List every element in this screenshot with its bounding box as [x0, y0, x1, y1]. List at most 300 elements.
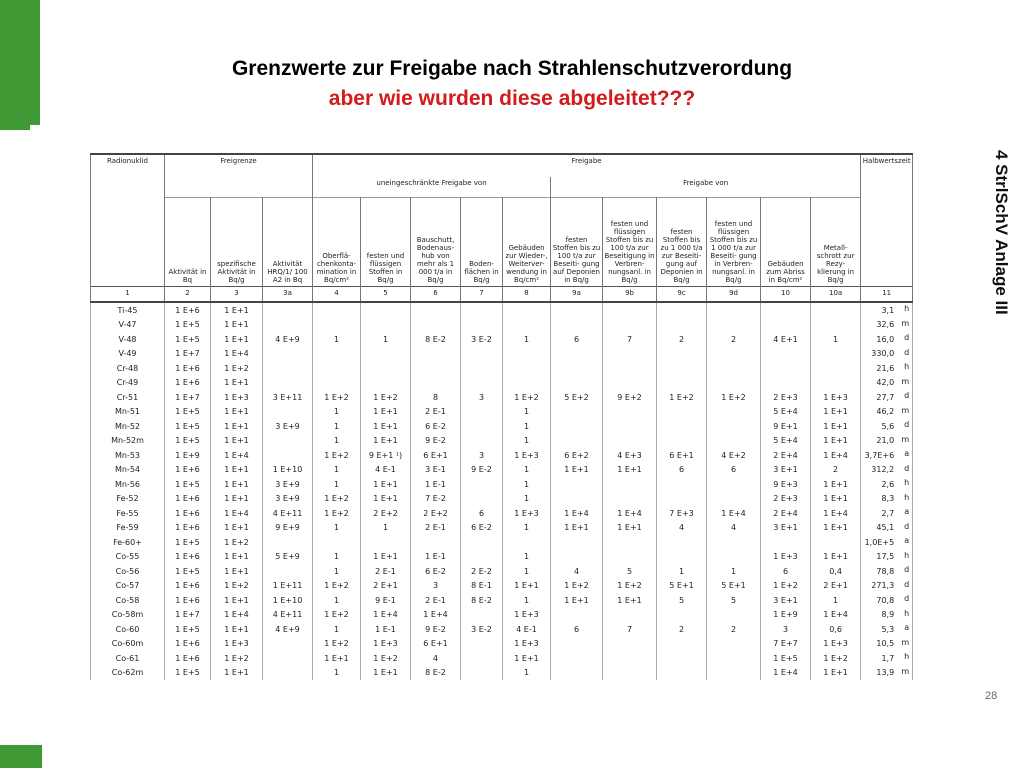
table-cell: 1 E+1: [551, 593, 603, 608]
table-cell: [461, 550, 503, 565]
column-header: Gebäuden zur Wieder-, Weiterver- wendung in Bq/cm²: [503, 198, 551, 287]
table-row: [91, 506, 913, 521]
table-cell: [811, 302, 861, 318]
table-cell: 1: [503, 434, 551, 449]
halflife-cell: [861, 506, 913, 521]
table-cell: 1: [503, 666, 551, 681]
table-row: [91, 302, 913, 318]
nuclide-cell: Cr-49: [91, 376, 165, 391]
table-cell: 1 E+1: [811, 666, 861, 681]
table-cell: 1 E+6: [165, 302, 211, 318]
table-cell: [361, 347, 411, 362]
table-cell: 3 E+1: [761, 463, 811, 478]
column-header: festen Stoffen bis zu 100 t/a zur Beseiti- gung auf Deponien in Bq/g: [551, 198, 603, 287]
table-cell: [707, 405, 761, 420]
table-cell: 1 E+1: [603, 521, 657, 536]
table-cell: 1: [503, 564, 551, 579]
nuclide-cell: Cr-51: [91, 390, 165, 405]
table-cell: 4 E+11: [263, 608, 313, 623]
table-cell: [461, 419, 503, 434]
halflife-cell: [861, 622, 913, 637]
halflife-unit: d: [904, 391, 910, 400]
halflife-unit: a: [904, 507, 910, 516]
table-cell: [707, 347, 761, 362]
table-cell: 6: [551, 332, 603, 347]
table-cell: 1: [313, 434, 361, 449]
table-cell: [761, 376, 811, 391]
table-row: [91, 564, 913, 579]
table-cell: 1 E+6: [165, 376, 211, 391]
table-cell: [761, 302, 811, 318]
table-row: [91, 535, 913, 550]
halflife-cell: [861, 550, 913, 565]
table-cell: 1: [313, 564, 361, 579]
table-cell: 1: [811, 332, 861, 347]
header-freigrenze: Freigrenze: [165, 154, 313, 198]
table-cell: 1 E+2: [313, 637, 361, 652]
table-cell: 1 E+3: [811, 637, 861, 652]
table-cell: 7 E+7: [761, 637, 811, 652]
table-cell: 2: [811, 463, 861, 478]
table-cell: [411, 361, 461, 376]
table-cell: 4 E+3: [603, 448, 657, 463]
halflife-value: 21,6: [876, 363, 895, 373]
table-cell: 1: [503, 550, 551, 565]
table-cell: [551, 434, 603, 449]
table-cell: 1 E+5: [165, 477, 211, 492]
table-cell: 1 E+1: [811, 419, 861, 434]
table-cell: 0,6: [811, 622, 861, 637]
table-cell: [461, 608, 503, 623]
clearance-limits-table: [90, 153, 913, 680]
table-cell: [657, 302, 707, 318]
column-header: Oberflä- chenkonta- mination in Bq/cm²: [313, 198, 361, 287]
table-cell: 2: [657, 622, 707, 637]
table-cell: 1 E+6: [165, 651, 211, 666]
halflife-value: 45,1: [876, 523, 895, 533]
table-cell: 1: [313, 521, 361, 536]
table-cell: 6: [761, 564, 811, 579]
table-cell: 1 E+1: [211, 419, 263, 434]
table-cell: [551, 637, 603, 652]
table-cell: [811, 347, 861, 362]
column-number: 8: [503, 287, 551, 303]
table-cell: 1 E+5: [165, 405, 211, 420]
nuclide-cell: Mn-56: [91, 477, 165, 492]
table-cell: 1 E+6: [165, 506, 211, 521]
table-cell: 5: [603, 564, 657, 579]
table-row: [91, 376, 913, 391]
table-cell: 1: [657, 564, 707, 579]
table-cell: 1: [313, 332, 361, 347]
table-cell: [263, 564, 313, 579]
column-header: Bauschutt, Bodenaus- hub von mehr als 1 000 t/a in Bq/g: [411, 198, 461, 287]
table-cell: [657, 318, 707, 333]
table-cell: [657, 477, 707, 492]
halflife-value: 32,6: [876, 320, 895, 330]
table-cell: 4: [551, 564, 603, 579]
table-cell: [603, 405, 657, 420]
table-cell: 1: [503, 477, 551, 492]
table-cell: 1: [503, 463, 551, 478]
nuclide-cell: Mn-53: [91, 448, 165, 463]
table-cell: 2 E-2: [461, 564, 503, 579]
halflife-cell: [861, 463, 913, 478]
table-cell: [811, 318, 861, 333]
table-cell: 9 E-2: [411, 622, 461, 637]
halflife-cell: [861, 579, 913, 594]
table-cell: 1 E+1: [211, 521, 263, 536]
table-cell: 1: [503, 419, 551, 434]
table-cell: 1: [313, 550, 361, 565]
table-cell: 3 E+1: [761, 593, 811, 608]
table-cell: 1 E+6: [165, 492, 211, 507]
table-cell: [503, 361, 551, 376]
halflife-value: 46,2: [876, 407, 895, 417]
table-cell: [551, 361, 603, 376]
table-cell: 1 E+6: [165, 463, 211, 478]
halflife-cell: [861, 593, 913, 608]
table-cell: [503, 376, 551, 391]
table-cell: 6: [551, 622, 603, 637]
nuclide-cell: V-49: [91, 347, 165, 362]
column-header: Aktivität in Bq: [165, 198, 211, 287]
table-cell: [263, 666, 313, 681]
table-row: [91, 318, 913, 333]
table-cell: 1: [313, 666, 361, 681]
column-header: Gebäuden zum Abriss in Bq/cm²: [761, 198, 811, 287]
nuclide-cell: Co-58m: [91, 608, 165, 623]
table-cell: 1 E+1: [551, 463, 603, 478]
table-cell: [461, 405, 503, 420]
table-cell: 1 E+2: [603, 579, 657, 594]
table-cell: [361, 361, 411, 376]
table-cell: [313, 302, 361, 318]
nuclide-cell: V-47: [91, 318, 165, 333]
table-cell: [761, 347, 811, 362]
table-cell: 1 E+5: [165, 666, 211, 681]
table-cell: 1 E+1: [503, 579, 551, 594]
table-cell: [603, 535, 657, 550]
table-row: [91, 550, 913, 565]
nuclide-cell: Co-55: [91, 550, 165, 565]
table-cell: 1 E+4: [411, 608, 461, 623]
table-cell: [707, 608, 761, 623]
table-cell: [551, 405, 603, 420]
table-cell: [603, 318, 657, 333]
table-cell: [707, 535, 761, 550]
table-cell: 1 E+3: [503, 637, 551, 652]
table-cell: [657, 361, 707, 376]
table-cell: [657, 608, 707, 623]
header-uneingeschraenkt: uneingeschränkte Freigabe von: [313, 177, 551, 198]
table-cell: [461, 492, 503, 507]
table-cell: 1 E+3: [211, 637, 263, 652]
table-cell: 2: [707, 332, 761, 347]
table-cell: [361, 376, 411, 391]
table-cell: [657, 492, 707, 507]
table-cell: 4: [707, 521, 761, 536]
table-cell: 1 E-1: [411, 477, 461, 492]
table-row: [91, 405, 913, 420]
table-body: [91, 302, 913, 680]
table-cell: 4 E-1: [503, 622, 551, 637]
table-cell: 1 E+4: [811, 448, 861, 463]
table-cell: 5 E+9: [263, 550, 313, 565]
column-number: 4: [313, 287, 361, 303]
halflife-cell: [861, 361, 913, 376]
nuclide-cell: Mn-51: [91, 405, 165, 420]
nuclide-cell: Fe-59: [91, 521, 165, 536]
column-number: 2: [165, 287, 211, 303]
table-cell: 1 E+7: [165, 347, 211, 362]
column-header: Metall- schrott zur Rezy- klierung in Bq/g: [811, 198, 861, 287]
table-cell: [761, 318, 811, 333]
table-cell: [411, 535, 461, 550]
table-row: [91, 637, 913, 652]
table-cell: 7: [603, 332, 657, 347]
table-cell: 1 E+1: [211, 622, 263, 637]
table-cell: [263, 347, 313, 362]
table-cell: 1 E+10: [263, 593, 313, 608]
table-cell: 7 E+3: [657, 506, 707, 521]
table-cell: 1: [503, 521, 551, 536]
table-cell: 1 E+2: [313, 448, 361, 463]
table-cell: [707, 477, 761, 492]
table-cell: [461, 651, 503, 666]
column-header: festen und flüssigen Stoffen bis zu 1 000 t/a zur Beseiti- gung in Verbren- nungsanl. in Bq/g: [707, 198, 761, 287]
halflife-cell: [861, 448, 913, 463]
table-cell: [707, 419, 761, 434]
nuclide-cell: Fe-60+: [91, 535, 165, 550]
column-number: 7: [461, 287, 503, 303]
table-cell: 1 E+1: [211, 405, 263, 420]
halflife-value: 3,1: [881, 305, 895, 315]
table-cell: 1 E+4: [211, 506, 263, 521]
halflife-unit: d: [904, 333, 910, 342]
table-cell: 2 E+3: [761, 492, 811, 507]
table-cell: 1 E+1: [361, 550, 411, 565]
table-cell: [707, 637, 761, 652]
table-cell: [657, 666, 707, 681]
table-cell: 6 E-2: [411, 564, 461, 579]
halflife-unit: h: [904, 492, 910, 502]
table-cell: 1 E+4: [811, 608, 861, 623]
column-header: Aktivität HRQ/1/ 100 A2 in Bq: [263, 198, 313, 287]
table-cell: 2 E-1: [361, 564, 411, 579]
table-cell: [263, 448, 313, 463]
table-cell: 1 E+11: [263, 579, 313, 594]
table-cell: 1 E+2: [361, 390, 411, 405]
table-cell: 1 E+5: [165, 535, 211, 550]
table-cell: [263, 637, 313, 652]
table-cell: [461, 637, 503, 652]
table-cell: 1 E+1: [811, 477, 861, 492]
table-cell: 1: [313, 622, 361, 637]
table-cell: 8 E-2: [411, 666, 461, 681]
table-cell: [603, 637, 657, 652]
table-cell: 4: [657, 521, 707, 536]
column-number: 9a: [551, 287, 603, 303]
table-cell: [707, 376, 761, 391]
table-cell: 1 E+3: [761, 550, 811, 565]
table-cell: [263, 318, 313, 333]
table-cell: 1 E+1: [811, 550, 861, 565]
table-cell: [503, 318, 551, 333]
table-cell: 1 E+6: [165, 593, 211, 608]
column-number: 9d: [707, 287, 761, 303]
table-cell: [603, 434, 657, 449]
table-cell: 1 E+1: [211, 376, 263, 391]
table-row: [91, 448, 913, 463]
halflife-cell: [861, 564, 913, 579]
table-cell: [313, 376, 361, 391]
halflife-unit: h: [904, 478, 910, 487]
table-cell: 1 E+5: [165, 419, 211, 434]
halflife-unit: d: [904, 463, 910, 473]
table-cell: [551, 318, 603, 333]
table-row: [91, 666, 913, 681]
table-cell: 8 E-2: [411, 332, 461, 347]
table-cell: 6: [461, 506, 503, 521]
table-cell: 1 E+1: [211, 477, 263, 492]
table-cell: 6 E-2: [411, 419, 461, 434]
halflife-unit: a: [904, 536, 910, 545]
table-cell: 1 E+2: [313, 506, 361, 521]
table-cell: [411, 347, 461, 362]
table-cell: 1 E+2: [707, 390, 761, 405]
table-cell: 1: [313, 463, 361, 478]
table-cell: 5: [657, 593, 707, 608]
table-cell: 9 E+1 ¹): [361, 448, 411, 463]
table-cell: 1: [503, 405, 551, 420]
table-cell: [461, 376, 503, 391]
table-cell: 1 E+4: [211, 347, 263, 362]
halflife-unit: m: [901, 405, 910, 415]
table-cell: 6 E+1: [411, 637, 461, 652]
table-cell: 8 E-2: [461, 593, 503, 608]
table-cell: 7: [603, 622, 657, 637]
table-cell: 1 E+1: [361, 434, 411, 449]
table-cell: 1: [503, 593, 551, 608]
table-cell: 1 E+1: [361, 477, 411, 492]
table-cell: 1 E+7: [165, 608, 211, 623]
table-cell: [551, 651, 603, 666]
nuclide-cell: Ti-45: [91, 302, 165, 318]
table-cell: 1 E+1: [211, 550, 263, 565]
column-number: 6: [411, 287, 461, 303]
column-number: 10a: [811, 287, 861, 303]
halflife-value: 27,7: [876, 392, 895, 402]
table-cell: 6 E+2: [551, 448, 603, 463]
table-cell: 1: [361, 521, 411, 536]
table-cell: 1 E+3: [361, 637, 411, 652]
table-cell: [461, 361, 503, 376]
halflife-value: 78,8: [876, 566, 895, 576]
halflife-value: 2,7: [881, 508, 895, 518]
column-header: Boden- flächen in Bq/g: [461, 198, 503, 287]
halflife-cell: [861, 347, 913, 362]
table-cell: [461, 347, 503, 362]
header-freigabe-von: Freigabe von: [551, 177, 861, 198]
table-cell: 9 E-1: [361, 593, 411, 608]
table-cell: [263, 376, 313, 391]
table-cell: 5 E+4: [761, 405, 811, 420]
table-cell: [263, 302, 313, 318]
halflife-unit: d: [904, 521, 910, 531]
table-cell: 5 E+1: [707, 579, 761, 594]
column-number: 1: [91, 287, 165, 303]
table-cell: 1 E+9: [165, 448, 211, 463]
halflife-unit: d: [904, 420, 910, 429]
halflife-unit: h: [904, 608, 910, 618]
halflife-unit: h: [904, 362, 910, 371]
halflife-cell: [861, 477, 913, 492]
table-cell: 1 E+5: [165, 318, 211, 333]
halflife-value: 3,7E+6: [864, 450, 895, 460]
column-number: 3a: [263, 287, 313, 303]
table-cell: 1 E-1: [411, 550, 461, 565]
halflife-cell: [861, 419, 913, 434]
table-cell: 3 E+9: [263, 419, 313, 434]
table-cell: [811, 376, 861, 391]
table-row: [91, 622, 913, 637]
table-cell: [551, 376, 603, 391]
table-cell: 3 E-2: [461, 622, 503, 637]
halflife-unit: d: [904, 594, 910, 603]
halflife-value: 1,7: [881, 653, 895, 663]
halflife-cell: [861, 637, 913, 652]
halflife-cell: [861, 302, 913, 318]
table-cell: 1 E+1: [211, 593, 263, 608]
table-cell: 1 E+2: [211, 579, 263, 594]
table-cell: 4 E+9: [263, 622, 313, 637]
table-cell: 1 E+6: [165, 521, 211, 536]
table-cell: [603, 666, 657, 681]
halflife-unit: m: [901, 666, 910, 676]
side-label-text: 4 StrlSchV Anlage III: [992, 150, 1011, 315]
table-cell: [411, 318, 461, 333]
table-cell: [707, 361, 761, 376]
table-cell: [461, 302, 503, 318]
nuclide-cell: Fe-52: [91, 492, 165, 507]
table-cell: [551, 492, 603, 507]
column-header: festen und flüssigen Stoffen bis zu 100 t/a zur Beseitigung in Verbren- nungsanl. in Bq/g: [603, 198, 657, 287]
table-cell: [657, 347, 707, 362]
column-header: festen Stoffen bis zu 1 000 t/a zur Beseiti- gung auf Deponien in Bq/g: [657, 198, 707, 287]
table-cell: 1: [503, 332, 551, 347]
table-cell: 1: [503, 492, 551, 507]
table-cell: 9 E+9: [263, 521, 313, 536]
table-cell: 1 E+2: [313, 579, 361, 594]
table-cell: [551, 608, 603, 623]
table-cell: 1 E+2: [551, 579, 603, 594]
table-cell: 1 E+4: [361, 608, 411, 623]
table-cell: 1 E+4: [707, 506, 761, 521]
table-cell: 2 E+3: [761, 390, 811, 405]
table-cell: [361, 535, 411, 550]
table-cell: [361, 318, 411, 333]
header-halbwertszeit: Halbwertszeit: [861, 154, 913, 287]
table-cell: 1 E+1: [811, 434, 861, 449]
table-row: [91, 521, 913, 536]
table-cell: [811, 361, 861, 376]
table-cell: [811, 535, 861, 550]
nuclide-cell: Co-62m: [91, 666, 165, 681]
halflife-cell: [861, 318, 913, 333]
table-cell: 1 E+1: [211, 463, 263, 478]
table-cell: 1: [313, 405, 361, 420]
